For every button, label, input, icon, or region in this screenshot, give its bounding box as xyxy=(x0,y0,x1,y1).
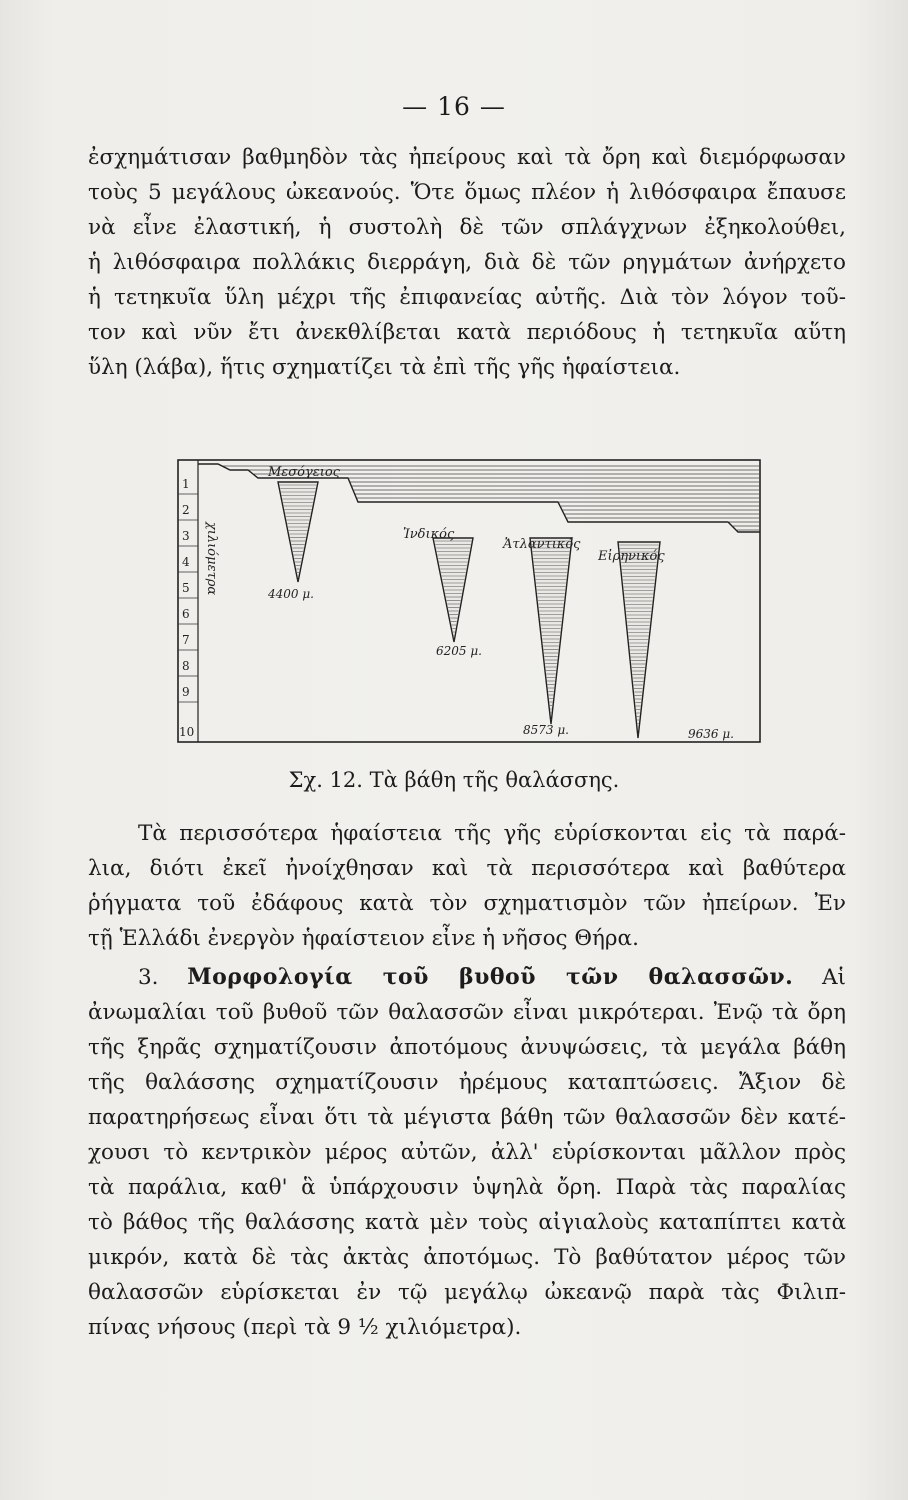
text-line: μικρόν, κατὰ δὲ τὰς ἀκτὰς ἀποτόμως. Τὸ βαθύτατον μέρος τῶν xyxy=(88,1245,846,1270)
section-heading-line xyxy=(88,960,846,995)
text-line: τον καὶ νῦν ἔτι ἀνεκθλίβεται κατὰ περιόδους ἡ τετηκυῖα αὕτη xyxy=(88,320,846,345)
text-line: ἐσχημάτισαν βαθμηδὸν τὰς ἠπείρους καὶ τὰ ὄρη καὶ διεμόρφωσαν xyxy=(88,145,846,170)
text-line: τῆς ξηρᾶς σχηματίζουσιν ἀποτόμους ἀνυψώσεις, τὰ μεγάλα βάθη xyxy=(88,1035,846,1060)
sea-label-mediterranean: Μεσόγειος xyxy=(268,465,340,480)
text-line: ἡ τετηκυῖα ὕλη μέχρι τῆς ἐπιφανείας αὐτῆς. Διὰ τὸν λόγον τοῦ- xyxy=(88,285,846,310)
text-line: τὸ βάθος τῆς θαλάσσης κατὰ μὲν τοὺς αἰγιαλοὺς καταπίπτει κατὰ xyxy=(88,1210,846,1235)
paragraph-1 xyxy=(88,140,846,385)
scale-tick: 1 xyxy=(182,477,190,491)
page-number: — 16 — xyxy=(402,92,506,121)
section-title: Μορφολογία τοῦ βυθοῦ τῶν θαλασσῶν. xyxy=(187,964,794,990)
text-line: θαλασσῶν εὑρίσκεται ἐν τῷ μεγάλῳ ὠκεανῷ παρὰ τὰς Φιλιπ- xyxy=(88,1280,846,1305)
text-line: Τὰ περισσότερα ἡφαίστεια τῆς γῆς εὑρίσκονται εἰς τὰ παρά- xyxy=(138,821,846,846)
scale-tick: 3 xyxy=(182,529,190,543)
sea-label-atlantic: Ἀτλαντικός xyxy=(503,537,581,552)
scale-tick: 4 xyxy=(182,555,190,569)
paragraph-2 xyxy=(88,816,846,956)
figure-caption: Σχ. 12. Τὰ βάθη τῆς θαλάσσης. xyxy=(288,768,620,792)
sea-label-indian: Ἰνδικός xyxy=(403,527,455,542)
scale-tick: 8 xyxy=(182,659,190,673)
text-fragment: Αἱ xyxy=(822,965,846,990)
depth-label: 9636 μ. xyxy=(688,727,734,741)
text-line: ῥήγματα τοῦ ἐδάφους κατὰ τὸν σχηματισμὸν τῶν ἠπείρων. Ἐν xyxy=(88,891,846,916)
scale-tick: 9 xyxy=(182,685,190,699)
text-line: τῆς θαλάσσης σχηματίζουσιν ἠρέμους καταπτώσεις. Ἄξιον δὲ xyxy=(88,1070,846,1095)
scale-tick: 5 xyxy=(182,581,190,595)
section-3 xyxy=(88,960,846,1345)
text-line: τοὺς 5 μεγάλους ὠκεανούς. Ὅτε ὅμως πλέον ἡ λιθόσφαιρα ἔπαυσε xyxy=(88,180,846,205)
text-line: ὕλη (λάβα), ἥτις σχηματίζει τὰ ἐπὶ τῆς γῆς ἡφαίστεια. xyxy=(88,355,681,380)
section-number: 3. xyxy=(138,965,159,990)
text-line: νὰ εἶνε ἐλαστική, ἡ συστολὴ δὲ τῶν σπλάγχνων ἐξηκολούθει, xyxy=(88,215,846,240)
depth-label: 6205 μ. xyxy=(436,644,482,658)
text-line: ἀνωμαλίαι τοῦ βυθοῦ τῶν θαλασσῶν εἶναι μικρότεραι. Ἐνῷ τὰ ὄρη xyxy=(88,1000,846,1025)
text-line: χουσι τὸ κεντρικὸν μέρος αὐτῶν, ἀλλ' εὑρίσκονται μᾶλλον πρὸς xyxy=(88,1140,846,1165)
scale-tick: 2 xyxy=(182,503,190,517)
text-line: ἡ λιθόσφαιρα πολλάκις διερράγη, διὰ δὲ τῶν ρηγμάτων ἀνήρχετο xyxy=(88,250,846,275)
sea-label-pacific: Εἰρηνικός xyxy=(598,549,665,564)
scale-tick: 10 xyxy=(179,725,195,739)
depth-label: 8573 μ. xyxy=(523,723,569,737)
text-line: τὰ παράλια, καθ' ἃ ὑπάρχουσιν ὑψηλὰ ὄρη. Παρὰ τὰς παραλίας xyxy=(88,1175,846,1200)
sea-depth-figure xyxy=(168,452,768,752)
axis-label: χιλιόμετρα xyxy=(204,522,219,596)
depth-label: 4400 μ. xyxy=(268,587,314,601)
scale-tick: 7 xyxy=(182,633,190,647)
text-line: λια, διότι ἐκεῖ ἠνοίχθησαν καὶ τὰ περισσότερα καὶ βαθύτερα xyxy=(88,856,846,881)
text-line: τῇ Ἑλλάδι ἐνεργὸν ἡφαίστειον εἶνε ἡ νῆσος Θήρα. xyxy=(88,926,639,951)
text-line: πίνας νήσους (περὶ τὰ 9 ½ χιλιόμετρα). xyxy=(88,1315,522,1340)
scale-tick: 6 xyxy=(182,607,190,621)
text-line: παρατηρήσεως εἶναι ὅτι τὰ μέγιστα βάθη τῶν θαλασσῶν δὲν κατέ- xyxy=(88,1105,846,1130)
